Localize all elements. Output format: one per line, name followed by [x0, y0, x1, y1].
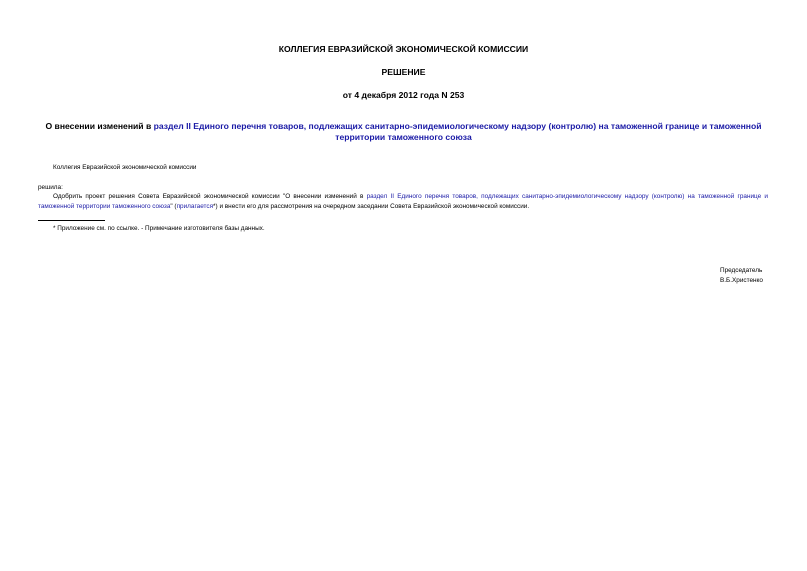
- footnote-divider: [38, 220, 105, 221]
- org-title: КОЛЛЕГИЯ ЕВРАЗИЙСКОЙ ЭКОНОМИЧЕСКОЙ КОМИССИИ: [278, 44, 529, 54]
- paragraph-mid: " (: [170, 203, 177, 210]
- document-date: от 4 декабря 2012 года N 253: [342, 90, 465, 100]
- attachment-link[interactable]: прилагается: [176, 203, 214, 210]
- decision-paragraph: [38, 192, 768, 212]
- document-subject: [40, 121, 767, 143]
- document-type: РЕШЕНИЕ: [381, 67, 426, 77]
- paragraph-start: Одобрить проект решения Совета Евразийской экономической комиссии "О внесении изменений в: [53, 193, 367, 200]
- signer-title: Председатель: [720, 267, 763, 274]
- issuer-text: Коллегия Евразийской экономической комиссии: [53, 164, 197, 171]
- paragraph-end: *) и внести его для рассмотрения на очередном заседании Совета Евразийской экономической комиссии.: [213, 203, 530, 210]
- signer-name: В.Б.Христенко: [720, 277, 763, 284]
- subject-prefix: О внесении изменений в: [45, 121, 154, 131]
- footnote-text: * Приложение см. по ссылке. - Примечание изготовителя базы данных.: [53, 225, 265, 232]
- subject-link[interactable]: раздел II Единого перечня товаров, подлежащих санитарно-эпидемиологическому надзору (контролю) на таможенной границе и таможенной территории таможенного союза: [153, 121, 762, 142]
- decided-label: решила:: [38, 184, 63, 191]
- paragraph-section-link[interactable]: раздел II Единого перечня товаров, подлежащих санитарно-эпидемиологическому надзору (контролю) на таможенной границе и таможенной территории таможенного союза: [38, 193, 768, 210]
